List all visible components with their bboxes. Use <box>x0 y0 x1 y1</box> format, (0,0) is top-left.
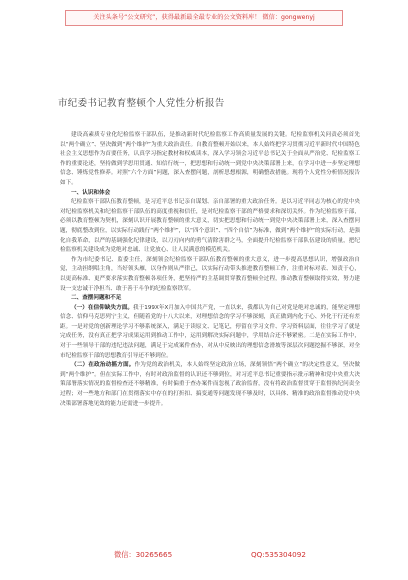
body-paragraph <box>60 361 360 409</box>
subsection-text: 我于199X年X月加入中国共产党，一直以来，我都认为自己对党是绝对忠诚的，能坚定理想信念、信仰马克思列宁主义，但随着党的十八大以来，对理想信念的学习不够深刻，真正做到内化于心、外化于行还有差距。一是对党的创新理论学习不够系统深入，满足于读原文、记笔记，停留在学习文件、学习资料层面，往往学习了就是完成任务，没有真正把学习成果运用到推动工作中，运用到解决实际问题中，学用结合还不够紧密。二是在实际工作中，对于一些领导干部的违纪违法问题，满足于完成案件查办，对从中反映出的理想信念滑坡等深层次问题挖掘不够深，对全市纪检监察干部的思想教育引导还不够到位。 <box>60 304 360 359</box>
subsection-lead: （二）在政治动摇方面。 <box>71 362 135 369</box>
wechat-contact: 微信：30265665 <box>114 550 173 559</box>
qq-contact: QQ:535304092 <box>251 550 306 559</box>
document-title: 市纪委书记教育整顿个人党性分析报告 <box>58 98 225 109</box>
subsection-text: 作为党的政治机关，本人始终坚定政治立场，深刻领悟“两个确立”的决定性意义，坚决做到“两个维护”。但在实际工作中，有时对政治监督的认识还不够到位，对习近平总书记重要指示批示精神和党中央重大决策部署落实情况的监督检查还不够精准，有时偏重于查办案件而忽视了政治监督，没有将政治监督贯穿于监督执纪问责全过程；对一些地方和部门在贯彻落实中存在的打折扣、搞变通等问题发现不够及时，以具体、精准的政治监督推动党中央决策部署落地见效的能力还需进一步提升。 <box>60 362 360 407</box>
document-body <box>60 131 360 409</box>
promo-banner: 关注头条号“公文研究”，获得最新最全最专业的公文资料库！ 微信：gongwenyj <box>65 10 343 26</box>
body-paragraph <box>60 304 360 362</box>
body-paragraph: 作为市纪委书记、监委主任，深刻领会纪检监察干部队伍教育整顿的重大意义，进一步提高思想认识，增强政治自觉，主动担纲唱主角，当好领头雁，以身作则从严律己，以实际行动带头推进教育整顿工作，注重对标对表、知责于心，以更高标准、更严要求落实教育整顿各项任务，把坚持严的主基调贯穿教育整顿全过程，推动教育整顿取得实效，努力建设一支忠诚干净担当、敢于善于斗争的纪检监察铁军。 <box>60 256 360 292</box>
body-paragraph: 纪检监察干部队伍教育整顿，是习近平总书记亲自谋划、亲自部署的重大政治任务。是以习近平同志为核心的党中央对纪检监察机关和纪检监察干部队伍的高度重视和信任，是对纪检监察干部的严格要求和深切关怀。作为纪检监察干部，必须以教育整顿为契机，深刻认识开展教育整顿的重大意义，切实把思想和行动统一到党中央决策部署上来，深入查摆问题，彻底整改到位，以实际行动践行“两个维护”，以“四个意识”、“四个自信”为标准，做到“两个维护”的实际行动，是强化自我革命，以严的基调强化纪律建设，以刀刃向内的勇气清除害群之马，全面提升纪检监察干部队伍建设的质量，把纪检监察机关建设成为党绝对忠诚、让党放心、让人民满意的模范机关。 <box>60 199 360 254</box>
section-heading: 二、查摆问题和不足 <box>71 295 122 302</box>
intro-paragraph: 建设高素质专业化纪检监察干部队伍，是推动新时代纪检监察工作高质量发展的关键。纪检监察机关问责必须首先以“两个确立”、坚决做到“两个维护”为重大政治责任。自教育整顿开始以来，本人始终把学习贯彻习近平新时代中国特色社会主义思想作为首要任务，认真学习指定教材和权威读本，深入学习领会习近平总书记关于全面从严治党、纪检监察工作的重要论述，坚持做到学思用贯通、知信行统一，把思想和行动统一到党中央决策部署上来，在学习中进一步坚定理想信念、锤炼党性修养。对照“六个方面”问题，深入查摆问题，剖析思想根源，明确整改措施。现将个人党性分析情况报告如下。 <box>60 132 360 186</box>
section-heading: 一、认识和体会 <box>71 189 111 196</box>
subsection-lead: （一）在信仰缺失方面。 <box>71 304 134 311</box>
